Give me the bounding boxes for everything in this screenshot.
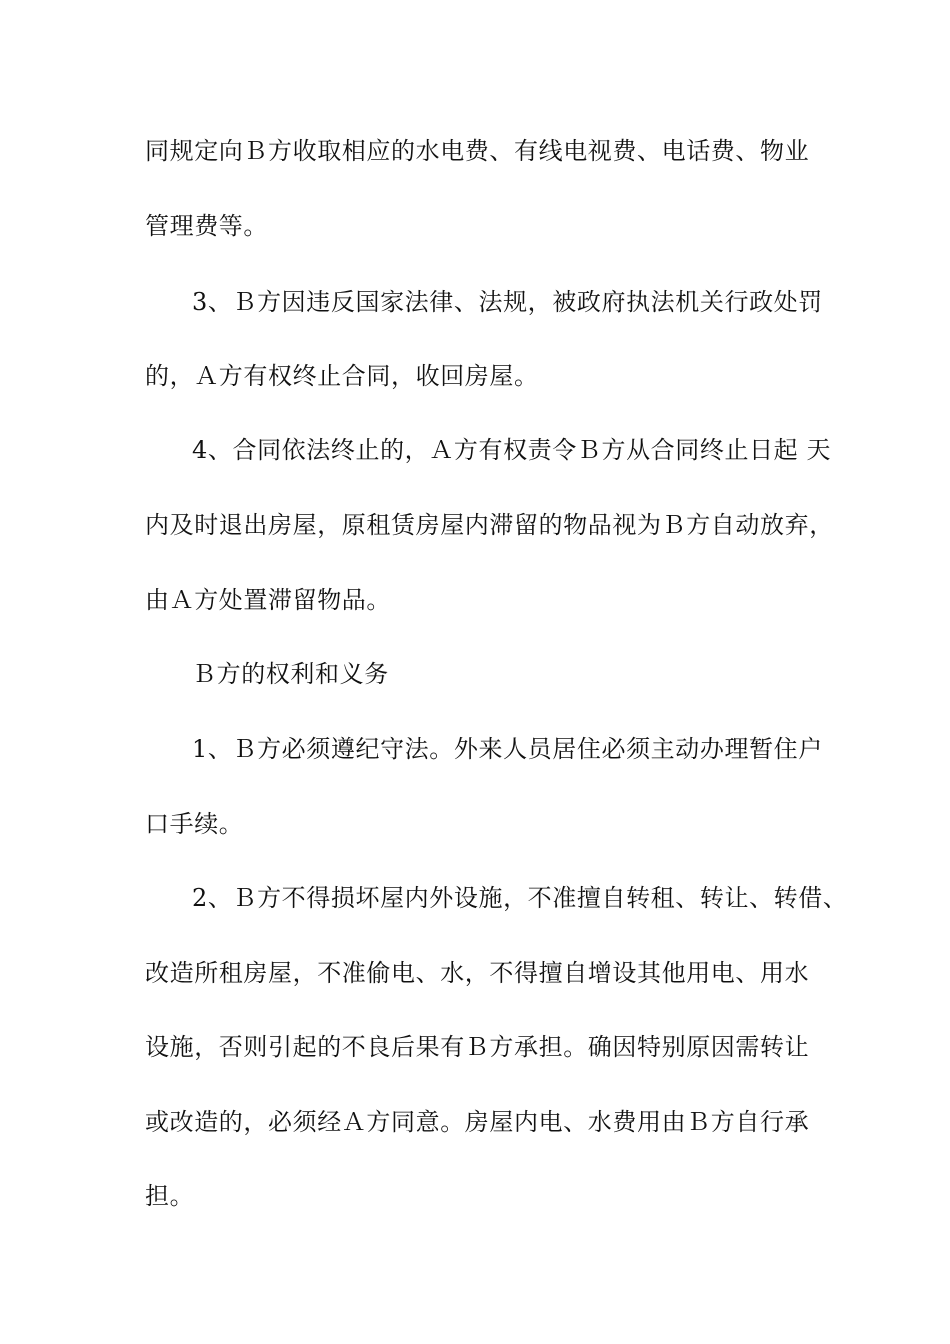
paragraph-2-start: 2、Ｂ方不得损坏屋内外设施，不准擅自转租、转让、转借、 [192, 884, 848, 912]
text-line: 口手续。 [145, 810, 244, 838]
paragraph-3-start: 3、Ｂ方因违反国家法律、法规，被政府执法机关行政处罚 [192, 288, 823, 316]
text-line: 由Ａ方处置滞留物品。 [145, 586, 391, 614]
text-line: 的，Ａ方有权终止合同，收回房屋。 [145, 362, 539, 390]
text-line: 设施，否则引起的不良后果有Ｂ方承担。确因特别原因需转让 [145, 1033, 810, 1061]
text-line: 管理费等。 [145, 212, 268, 240]
section-heading: Ｂ方的权利和义务 [192, 660, 389, 688]
text-line: 同规定向Ｂ方收取相应的水电费、有线电视费、电话费、物业 [145, 137, 810, 165]
text-line: 改造所租房屋，不准偷电、水，不得擅自增设其他用电、用水 [145, 959, 810, 987]
text-line: 担。 [145, 1182, 195, 1210]
text-line: 或改造的，必须经Ａ方同意。房屋内电、水费用由Ｂ方自行承 [145, 1108, 810, 1136]
text-line: 内及时退出房屋，原租赁房屋内滞留的物品视为Ｂ方自动放弃， [145, 511, 834, 539]
paragraph-1-start: 1、Ｂ方必须遵纪守法。外来人员居住必须主动办理暂住户 [192, 735, 823, 763]
paragraph-4-start: 4、合同依法终止的，Ａ方有权责令Ｂ方从合同终止日起 天 [192, 436, 832, 464]
